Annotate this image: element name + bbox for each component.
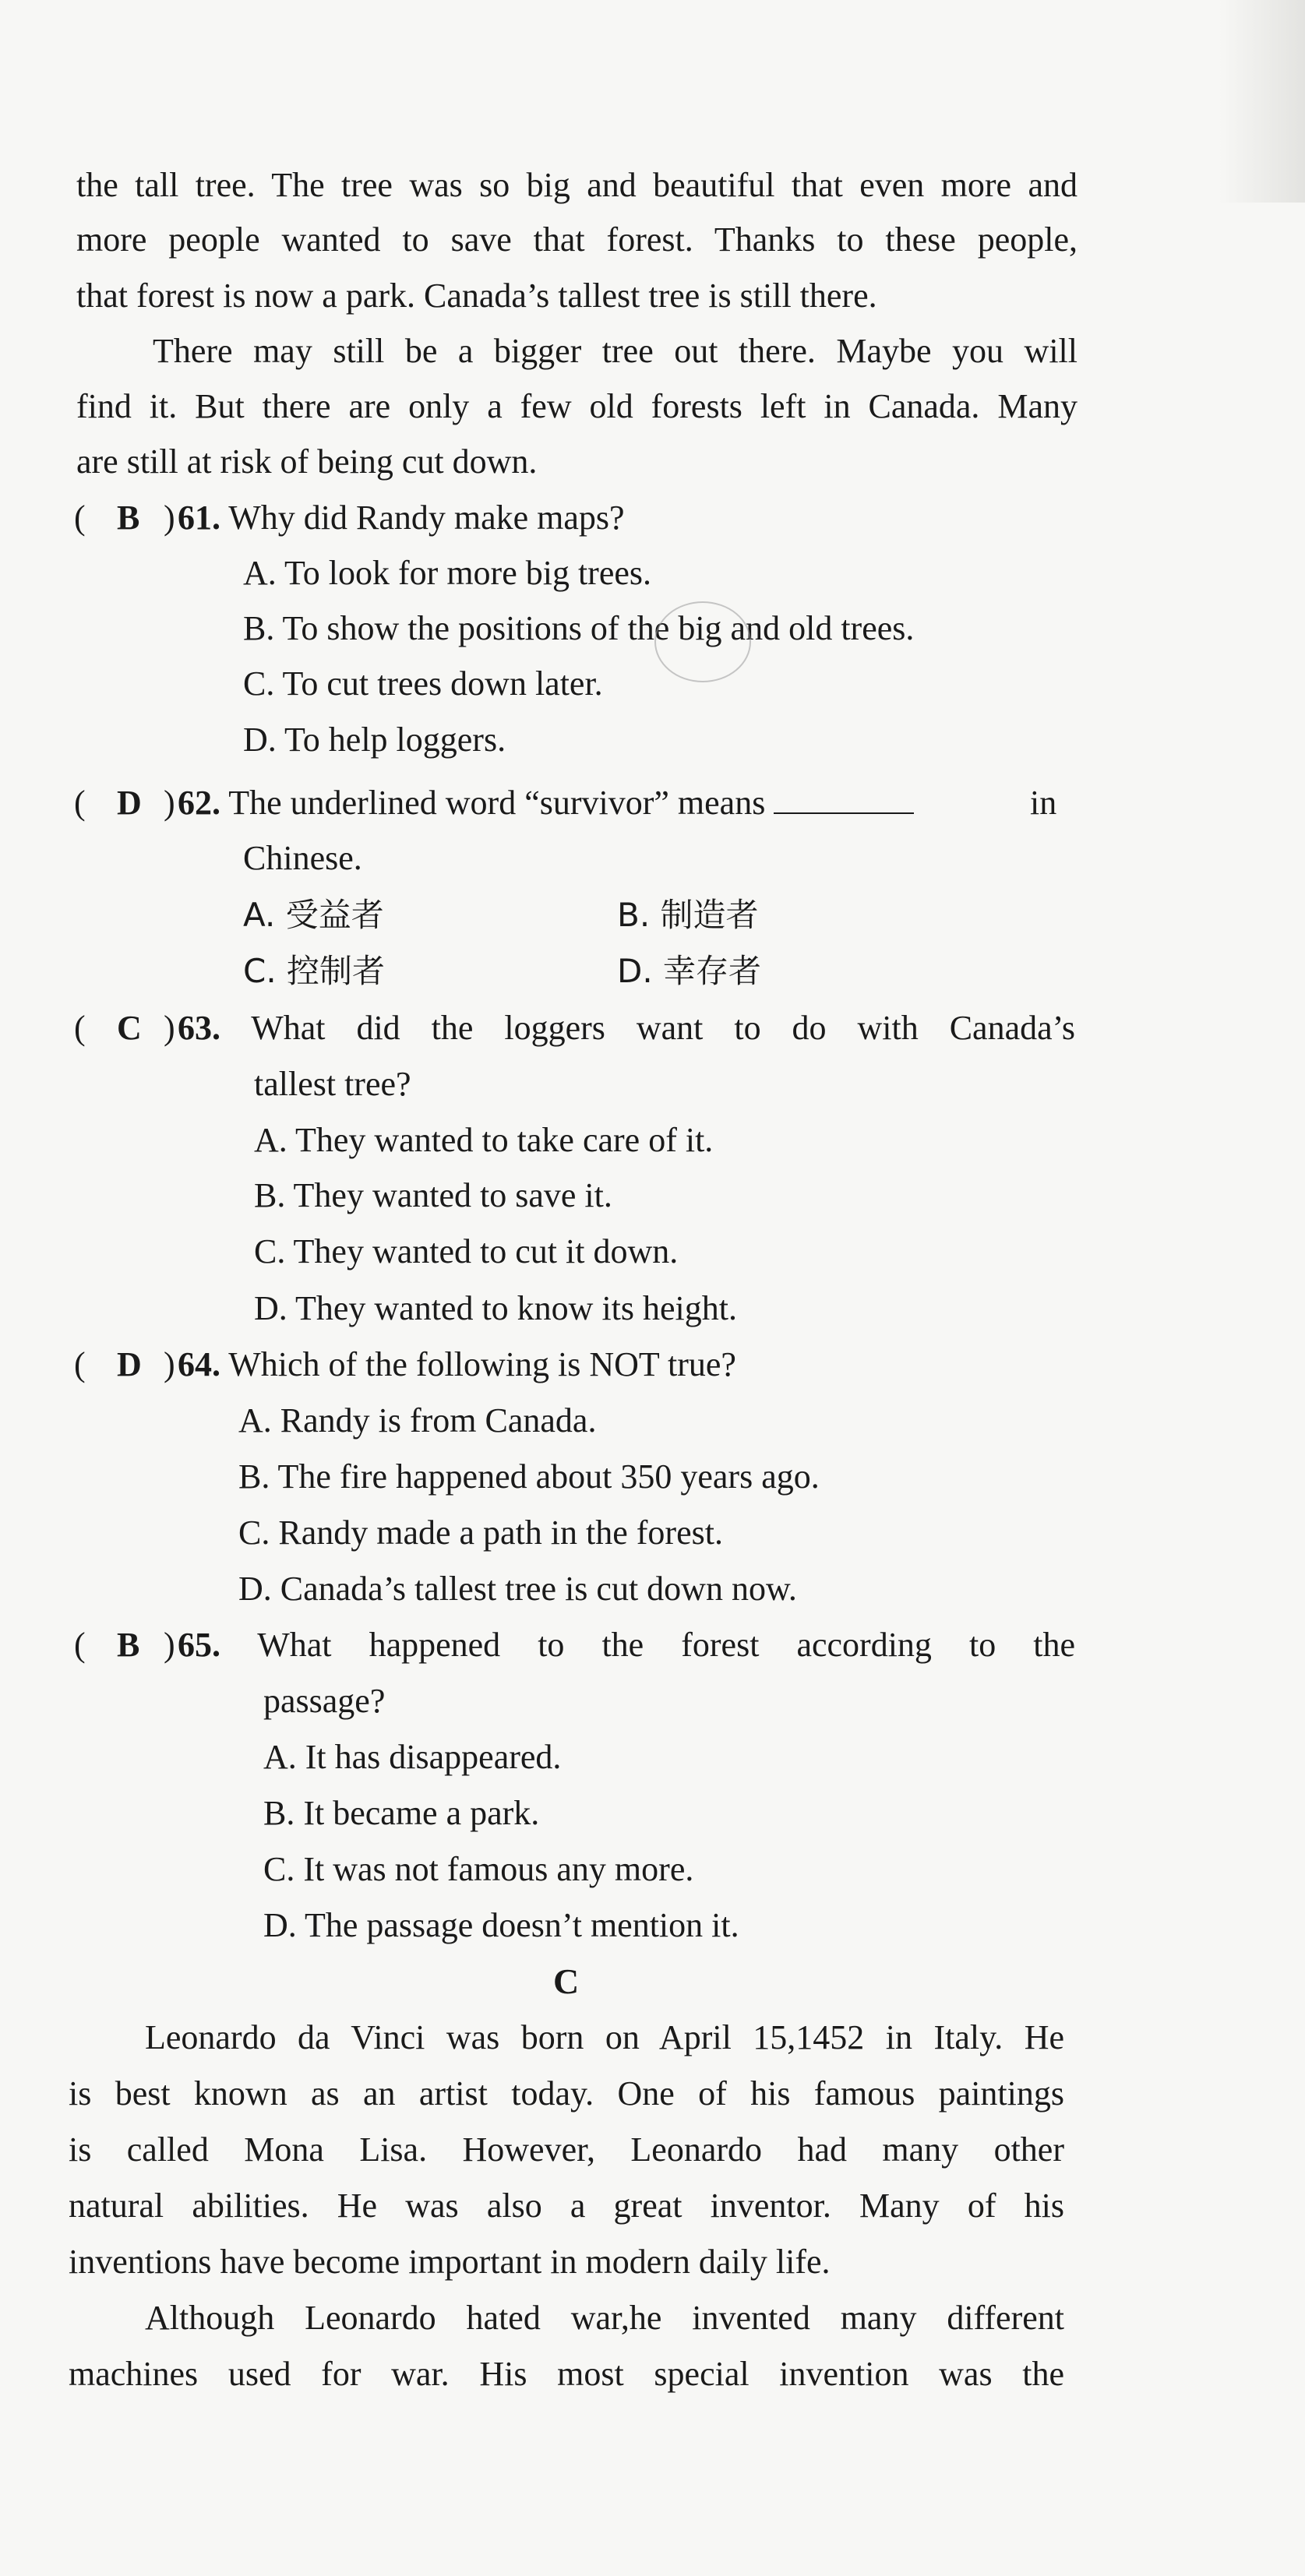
passage-line: the tall tree. The tree was so big and beautiful that even more and — [76, 166, 1078, 204]
option: C. To cut trees down later. — [243, 664, 603, 703]
option: C. They wanted to cut it down. — [254, 1232, 679, 1270]
option: D. 幸存者 — [617, 952, 762, 990]
passage-line: Leonardo da Vinci was born on April 15,1452 in Italy. He — [145, 2018, 1064, 2056]
option: A. Randy is from Canada. — [238, 1401, 597, 1440]
passage-line: that forest is now a park. Canada’s tallest tree is still there. — [76, 277, 877, 315]
option: A. 受益者 — [243, 896, 384, 934]
option: A. To look for more big trees. — [243, 554, 652, 592]
question-stem — [178, 780, 914, 826]
question-stem — [178, 1341, 736, 1388]
option: D. To help loggers. — [243, 721, 506, 759]
passage-line: is best known as an artist today. One of his famous paintings — [69, 2074, 1064, 2113]
option: C. 控制者 — [243, 952, 386, 990]
answer-letter: B — [117, 1626, 140, 1664]
answer-bracket-close: ) — [164, 499, 175, 537]
option: D. Canada’s tallest tree is cut down now. — [238, 1570, 797, 1608]
option: C. Randy made a path in the forest. — [238, 1514, 723, 1552]
option: B. They wanted to save it. — [254, 1176, 612, 1214]
question-text: Chinese. — [243, 839, 362, 877]
answer-letter: B — [117, 499, 140, 537]
passage-line: inventions have become important in modern daily life. — [69, 2243, 831, 2281]
passage-line: is called Mona Lisa. However, Leonardo had many other — [69, 2130, 1064, 2169]
option: A. It has disappeared. — [263, 1738, 562, 1776]
section-heading: C — [553, 1961, 580, 2001]
question-text: passage? — [263, 1682, 386, 1720]
question-text: Why did Randy make maps? — [228, 499, 625, 537]
question-number: 63. — [178, 1009, 220, 1047]
answer-bracket-open: ( — [74, 499, 86, 537]
option: B. To show the positions of the big and old trees. — [243, 609, 915, 647]
question-number: 64. — [178, 1345, 220, 1383]
question-text: Which of the following is NOT true? — [228, 1345, 736, 1383]
answer-letter: C — [117, 1009, 142, 1047]
faint-watermark-stamp — [654, 601, 751, 682]
question-stem — [178, 1622, 1075, 1669]
option: B. 制造者 — [617, 896, 759, 934]
passage-line: Although Leonardo hated war,he invented many different — [145, 2299, 1064, 2337]
answer-bracket-close: ) — [164, 1626, 175, 1664]
answer-bracket-open: ( — [74, 784, 86, 822]
passage-line: find it. But there are only a few old forests left in Canada. Many — [76, 387, 1078, 425]
page-edge-shadow — [1219, 0, 1305, 203]
question-text: tallest tree? — [254, 1065, 411, 1103]
question-text-tail: in — [1030, 784, 1057, 822]
question-stem — [178, 495, 625, 541]
passage-line: machines used for war. His most special invention was the — [69, 2355, 1064, 2393]
question-text: What did the loggers want to do with Canada’s — [251, 1009, 1075, 1047]
answer-bracket-open: ( — [74, 1345, 86, 1383]
answer-letter: D — [117, 1345, 142, 1383]
option: B. It became a park. — [263, 1794, 540, 1832]
option: A. They wanted to take care of it. — [254, 1121, 714, 1159]
answer-bracket-open: ( — [74, 1626, 86, 1664]
question-number: 65. — [178, 1626, 220, 1664]
passage-line: more people wanted to save that forest. Thanks to these people, — [76, 220, 1078, 259]
question-text: What happened to the forest according to the — [257, 1626, 1075, 1664]
option: D. They wanted to know its height. — [254, 1289, 737, 1327]
passage-line: natural abilities. He was also a great inventor. Many of his — [69, 2187, 1064, 2225]
answer-bracket-close: ) — [164, 1009, 175, 1047]
answer-bracket-open: ( — [74, 1009, 86, 1047]
answer-bracket-close: ) — [164, 784, 175, 822]
answer-letter: D — [117, 784, 142, 822]
passage-line: There may still be a bigger tree out there. Maybe you will — [153, 332, 1078, 370]
question-stem — [178, 1005, 1075, 1052]
option: B. The fire happened about 350 years ago. — [238, 1457, 820, 1496]
answer-blank — [774, 781, 914, 814]
passage-line: are still at risk of being cut down. — [76, 442, 538, 481]
question-number: 62. — [178, 784, 220, 822]
option: C. It was not famous any more. — [263, 1850, 694, 1888]
answer-bracket-close: ) — [164, 1345, 175, 1383]
option: D. The passage doesn’t mention it. — [263, 1906, 739, 1944]
question-number: 61. — [178, 499, 220, 537]
question-text: The underlined word “survivor” means — [228, 784, 766, 822]
